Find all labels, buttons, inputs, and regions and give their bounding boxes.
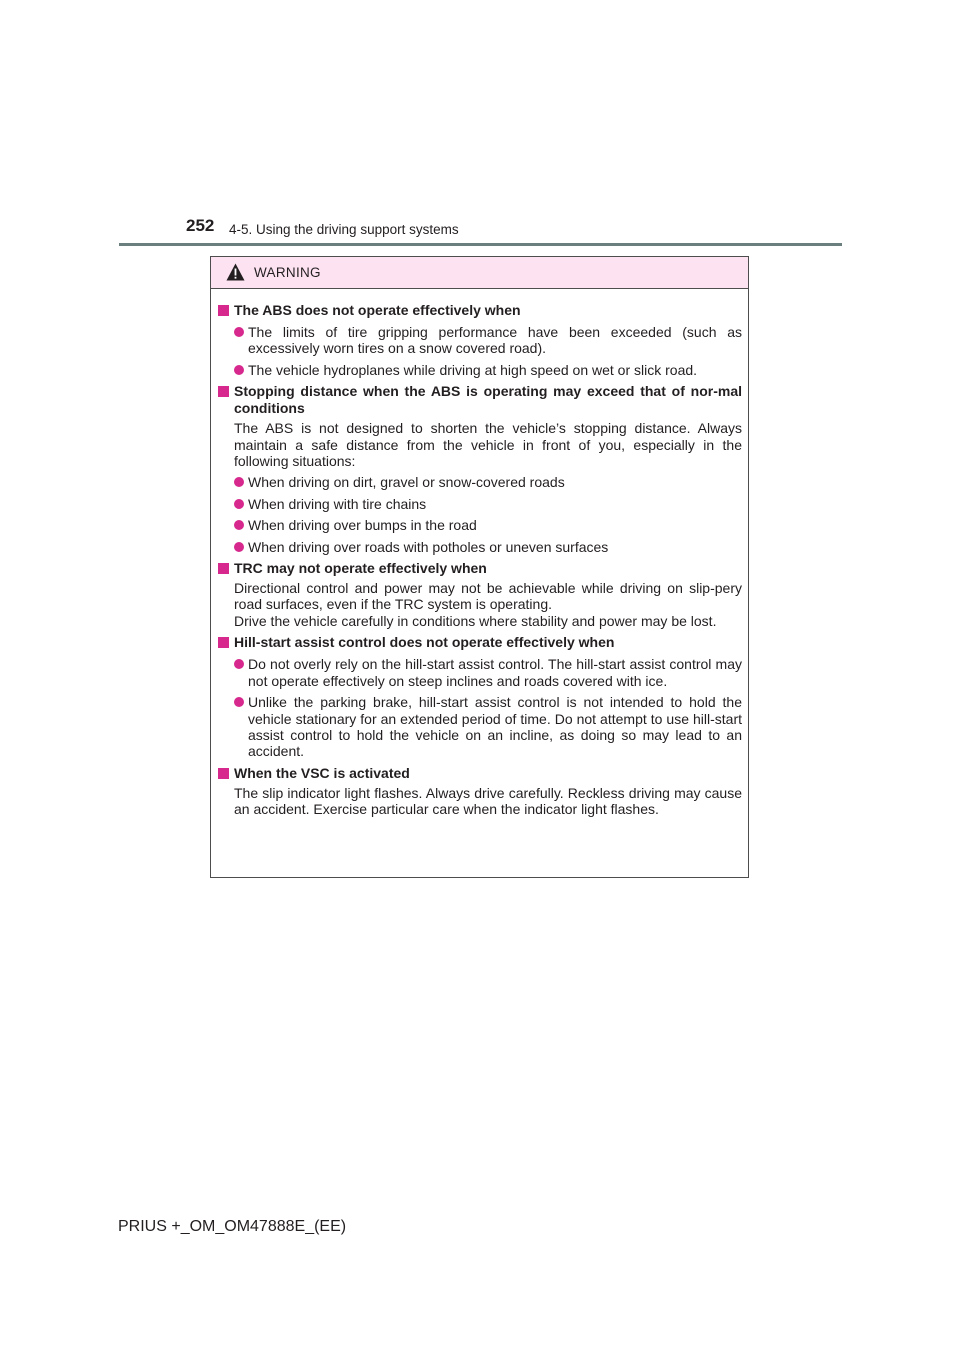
- topic-abs-ineffective: [216, 302, 742, 378]
- list-item-text: Do not overly rely on the hill-start assist control. The hill-start assist control may not operate effectively on steep inclines and roads covered with ice.: [248, 656, 742, 689]
- round-bullet-icon: [234, 697, 244, 707]
- square-bullet-icon: [218, 305, 229, 316]
- topic-vsc-activated: [216, 765, 742, 818]
- list-item: [234, 656, 742, 689]
- topic-heading: The ABS does not operate effectively when: [234, 302, 521, 318]
- topic-heading: TRC may not operate effectively when: [234, 560, 487, 577]
- list-item-text: When driving on dirt, gravel or snow-covered roads: [248, 474, 565, 491]
- topic-stopping-distance: [216, 383, 742, 555]
- topic-heading: Hill-start assist control does not operate effectively when: [234, 634, 615, 651]
- topic-paragraph: Directional control and power may not be achievable while driving on slip-pery road surfaces, even if the TRC system is operating.: [234, 580, 742, 613]
- section-title: 4-5. Using the driving support systems: [229, 222, 459, 237]
- round-bullet-icon: [234, 542, 244, 552]
- list-item: [234, 539, 742, 555]
- list-item-text: The limits of tire gripping performance have been exceeded (such as excessively worn tires on a snow covered road).: [248, 324, 742, 357]
- topic-heading: When the VSC is activated: [234, 764, 410, 781]
- topic-paragraph: The ABS is not designed to shorten the vehicle’s stopping distance. Always maintain a safe distance from the vehicle in front of you, especially in the following situations:: [234, 420, 742, 470]
- topic-heading: Stopping distance when the ABS is operating may exceed that of nor-mal conditions: [234, 383, 742, 417]
- square-bullet-icon: [218, 768, 229, 779]
- round-bullet-icon: [234, 327, 244, 337]
- list-item: [234, 474, 742, 490]
- round-bullet-icon: [234, 477, 244, 487]
- list-item-text: Unlike the parking brake, hill-start assist control is not intended to hold the vehicle stationary for an extended period of time. Do not attempt to use hill-start assist control to hold the vehicle on an incline, as doing so may lead to an accident.: [248, 694, 742, 760]
- header-divider: [119, 243, 842, 246]
- list-item-text: The vehicle hydroplanes while driving at high speed on wet or slick road.: [248, 361, 698, 378]
- page-number: 252: [186, 216, 215, 235]
- warning-header: [211, 257, 748, 289]
- warning-box: [210, 256, 749, 878]
- list-item-text: When driving over bumps in the road: [248, 517, 477, 534]
- list-item: [234, 694, 742, 760]
- topic-hill-start-assist: [216, 634, 742, 759]
- list-item: [234, 362, 742, 378]
- warning-title: WARNING: [254, 265, 321, 280]
- warning-body: [211, 289, 748, 818]
- square-bullet-icon: [218, 563, 229, 574]
- square-bullet-icon: [218, 637, 229, 648]
- document-code: PRIUS +_OM_OM47888E_(EE): [118, 1218, 347, 1235]
- topic-trc-ineffective: [216, 560, 742, 629]
- warning-triangle-icon: [226, 263, 245, 281]
- list-item: [234, 496, 742, 512]
- list-item: [234, 517, 742, 533]
- round-bullet-icon: [234, 659, 244, 669]
- round-bullet-icon: [234, 499, 244, 509]
- round-bullet-icon: [234, 520, 244, 530]
- list-item: [234, 324, 742, 357]
- list-item-text: When driving with tire chains: [248, 495, 427, 512]
- list-item-text: When driving over roads with potholes or uneven surfaces: [248, 538, 609, 555]
- topic-paragraph: The slip indicator light flashes. Always drive carefully. Reckless driving may cause an accident. Exercise particular care when the indicator light flashes.: [234, 784, 742, 818]
- square-bullet-icon: [218, 386, 229, 397]
- round-bullet-icon: [234, 365, 244, 375]
- topic-paragraph: Drive the vehicle carefully in conditions where stability and power may be lost.: [234, 612, 717, 629]
- page-header: [0, 0, 960, 250]
